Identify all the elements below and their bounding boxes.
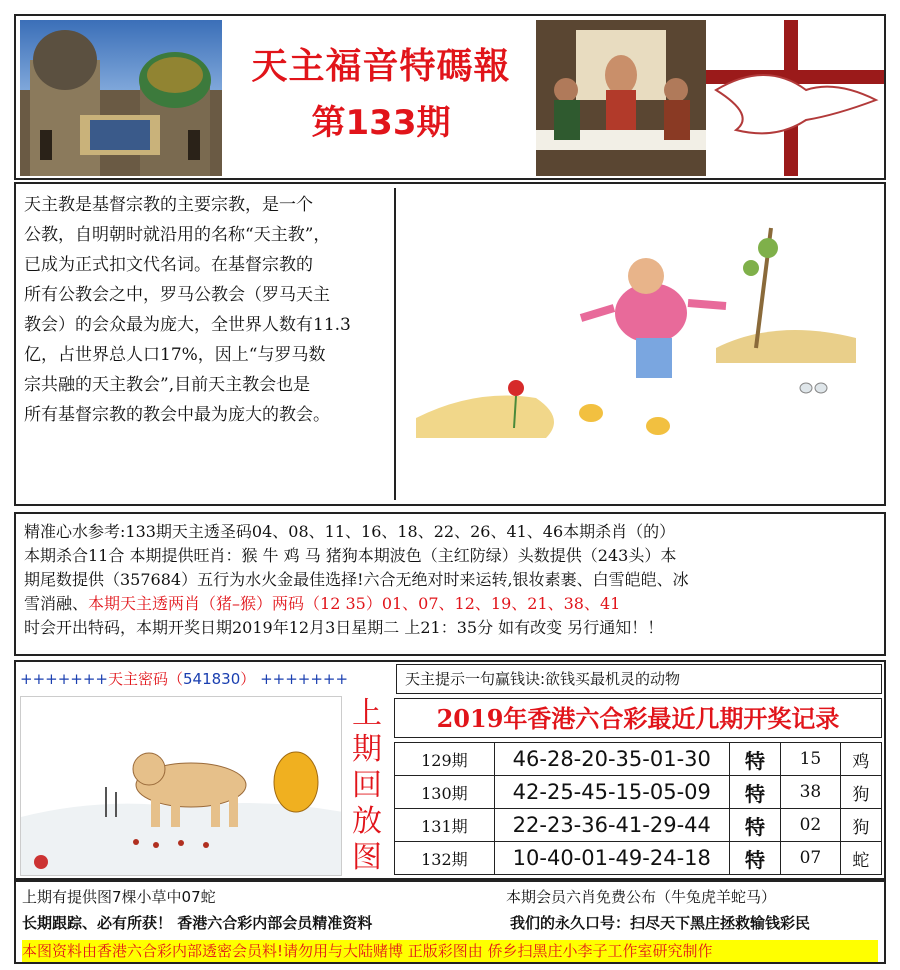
intro-line: 宗共融的天主教会”,目前天主教会也是 (24, 375, 311, 395)
special-tag-cell: 特 (729, 743, 780, 776)
special-number-cell: 02 (781, 809, 840, 842)
intro-line: 所有公教会之中，罗马公教会（罗马天主 (24, 285, 330, 305)
footer-slogan-right: 我们的永久口号：扫尽天下黑庄拯救输钱彩民 (510, 914, 811, 932)
table-row (395, 776, 882, 809)
review-char: 上 (352, 696, 382, 731)
intro-line: 公教，自明朝时就沿用的名称“天主教”， (24, 225, 331, 245)
numbers-cell: 46-28-20-35-01-30 (494, 743, 729, 776)
title-block (226, 20, 536, 176)
last-supper-image (536, 20, 706, 176)
review-char: 图 (352, 840, 382, 875)
info-line: 本期杀合11合 本期提供旺肖：猴 牛 鸡 马 猪狗本期波色（主红防绿）头数提供（243头）本 (24, 546, 677, 565)
intro-line: 所有基督宗教的教会中最为庞大的教会。 (24, 405, 330, 425)
zodiac-cell: 鸡 (840, 743, 881, 776)
lion-illustration (20, 696, 342, 876)
review-char: 放 (352, 804, 382, 839)
footer-slogan-left: 长期跟踪、必有所获！ 香港六合彩内部会员精准资料 (22, 914, 373, 932)
records-table (394, 742, 882, 875)
secret-code (20, 666, 390, 692)
church-image (20, 20, 222, 176)
zodiac-cell: 蛇 (840, 842, 881, 875)
numbers-cell: 22-23-36-41-29-44 (494, 809, 729, 842)
table-row (395, 809, 882, 842)
special-number-cell: 07 (781, 842, 840, 875)
info-line: 期尾数提供（357684）五行为水火金最佳选择!六合无绝对时来运转,银妆素裹、白雪皑皑、冰 (24, 570, 689, 589)
table-row (395, 743, 882, 776)
secret-label-end: ） (240, 670, 256, 688)
footer-section (14, 880, 886, 964)
issue-number: 第133期 (311, 103, 451, 143)
header-banner (14, 14, 886, 180)
special-number-cell: 38 (781, 776, 840, 809)
intro-section (14, 182, 886, 506)
plus-deco: +++++++ (20, 670, 108, 688)
info-line-prefix: 雪消融、 (24, 594, 89, 613)
intro-line: 亿，占世界总人口17%，因上“与罗马数 (24, 345, 326, 365)
review-char: 期 (352, 732, 382, 767)
footer-banner: 本图资料由香港六合彩内部透密会员料!请勿用与大陆赌博 正版彩图由 侨乡扫黑庄小李子工作室研究制作 (22, 940, 878, 962)
page-title: 天主福音特碼報 (251, 46, 511, 87)
special-tag-cell: 特 (729, 809, 780, 842)
records-title: 2019年香港六合彩最近几期开奖记录 (394, 698, 882, 738)
issue-cell: 131期 (395, 809, 495, 842)
footer-left-note: 上期有提供图7棵小草中07蛇 (22, 888, 216, 906)
records-section (14, 660, 886, 880)
info-line: 精准心水参考:133期天主透圣码04、08、11、16、18、22、26、41、46本期杀肖（的） (24, 522, 676, 541)
zodiac-cell: 狗 (840, 809, 881, 842)
issue-cell: 130期 (395, 776, 495, 809)
info-text (24, 520, 876, 640)
special-number-cell: 15 (781, 743, 840, 776)
issue-cell: 129期 (395, 743, 495, 776)
cross-dove-icon (706, 20, 884, 176)
numbers-cell: 10-40-01-49-24-18 (494, 842, 729, 875)
intro-line: 天主教是基督宗教的主要宗教，是一个 (24, 195, 313, 215)
review-char: 回 (352, 768, 382, 803)
farmer-illustration (394, 188, 882, 500)
plus-deco: +++++++ (260, 670, 349, 688)
info-highlight: 本期天主透两肖（猪–猴）两码（12 35）01、07、12、19、21、38、41 (88, 594, 621, 613)
zodiac-cell: 狗 (840, 776, 881, 809)
hint-box: 天主提示一句赢钱诀:欲钱买最机灵的动物 (396, 664, 882, 694)
intro-line: 已成为正式扣文代名词。在基督宗教的 (24, 255, 313, 275)
info-section (14, 512, 886, 656)
issue-cell: 132期 (395, 842, 495, 875)
intro-text (24, 190, 384, 430)
last-issue-review-label (346, 696, 388, 876)
footer-right-note: 本期会员六肖免费公布（牛兔虎羊蛇马） (506, 888, 777, 906)
secret-value: 541830 (183, 670, 241, 688)
secret-label: 天主密码（ (107, 670, 183, 688)
info-line: 时会开出特码，本期开奖日期2019年12月3日星期二 上21：35分 如有改变 另行通知！！ (24, 618, 664, 637)
numbers-cell: 42-25-45-15-05-09 (494, 776, 729, 809)
special-tag-cell: 特 (729, 842, 780, 875)
info-line (24, 592, 876, 616)
table-row (395, 842, 882, 875)
special-tag-cell: 特 (729, 776, 780, 809)
intro-line: 教会）的会众最为庞大，全世界人数有11.3 (24, 315, 351, 335)
